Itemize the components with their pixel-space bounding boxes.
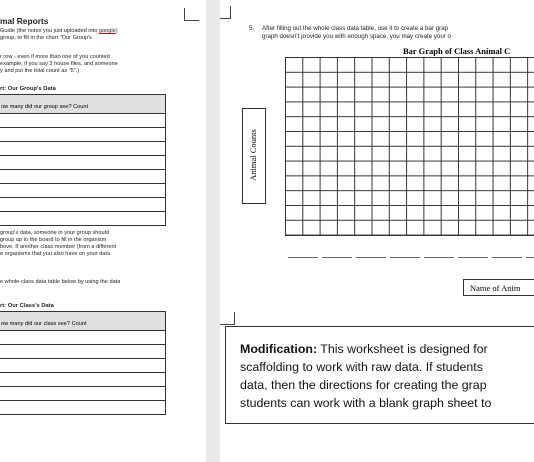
category-blank[interactable] [492, 257, 522, 258]
blank-bar-graph-grid[interactable] [285, 57, 534, 236]
page-corner-mark [220, 312, 235, 325]
group-table-header: ow many did our group see? Count [0, 95, 166, 114]
right-worksheet-page [220, 0, 534, 462]
left-worksheet-page [0, 0, 206, 462]
category-blank[interactable] [356, 257, 386, 258]
category-blank[interactable] [458, 257, 488, 258]
table-row[interactable] [0, 198, 166, 212]
step-line-1: After filling out the whole class data table, use it to create a bar grap [262, 25, 449, 32]
share-line-3: bove. If another class member (from a different [0, 244, 117, 250]
table-row[interactable] [0, 128, 166, 142]
page-corner-mark [220, 6, 231, 19]
modification-line-3: data, then the directions for creating the grap [240, 378, 487, 392]
group-chart-title: rt: Our Group's Data [0, 86, 56, 92]
share-line-2: group up to the board to fill in the organism [0, 237, 107, 243]
table-row[interactable] [0, 156, 166, 170]
step-line-2: graph doesn't provide you with enough space, you may create your o [262, 33, 451, 40]
category-blank[interactable] [288, 257, 318, 258]
graph-title: Bar Graph of Class Animal C [403, 46, 511, 56]
table-row[interactable] [0, 170, 166, 184]
table-row[interactable] [0, 184, 166, 198]
group-data-table [0, 94, 166, 226]
category-blank[interactable] [390, 257, 420, 258]
intro-line-2: group, to fill in the chart "Our Group's [0, 35, 92, 41]
modification-line-1: Modification: This worksheet is designed for [240, 342, 488, 356]
table-row[interactable] [0, 345, 166, 359]
modification-line-2: scaffolding to work with raw data. If students [240, 360, 483, 374]
table-row[interactable] [0, 373, 166, 387]
modification-note-box [225, 326, 534, 424]
uploaded-word: google [98, 28, 116, 34]
share-line-1: group's data, someone in your group should [0, 230, 109, 236]
class-data-table [0, 311, 166, 415]
table-row[interactable] [0, 114, 166, 128]
share-line-4: e organisms that you also have on your data [0, 251, 111, 257]
table-row[interactable] [0, 401, 166, 415]
modification-heading: Modification: [240, 342, 318, 356]
category-blank[interactable] [322, 257, 352, 258]
category-blank[interactable] [424, 257, 454, 258]
modification-line-4: students can work with a blank graph sheet to [240, 396, 492, 410]
whole-class-line: e whole-class data table below by using the data [0, 279, 121, 285]
x-axis-label: Name of Anim [463, 279, 534, 296]
instructions-line-1: r row - even if more than one of you counted [0, 54, 110, 60]
page-corner-mark [184, 8, 199, 21]
class-chart-title: rt: Our Class's Data [0, 303, 54, 309]
instructions-line-2: example, if you say 3 house flies, and someone [0, 61, 118, 67]
table-row[interactable] [0, 142, 166, 156]
table-row[interactable] [0, 212, 166, 226]
instructions-line-3: y and put the total count as "5".) [0, 68, 80, 74]
table-row[interactable] [0, 359, 166, 373]
table-row[interactable] [0, 387, 166, 401]
y-axis-label: Animal Counts [248, 129, 258, 181]
step-number: 5. [249, 25, 255, 32]
intro-line-1: Guide (the notes you just uploaded into google) [0, 28, 118, 34]
table-row[interactable] [0, 331, 166, 345]
category-blank[interactable] [526, 257, 534, 258]
page-title: mal Reports [0, 16, 49, 26]
class-table-header: ow many did our class see? Count [0, 312, 166, 331]
